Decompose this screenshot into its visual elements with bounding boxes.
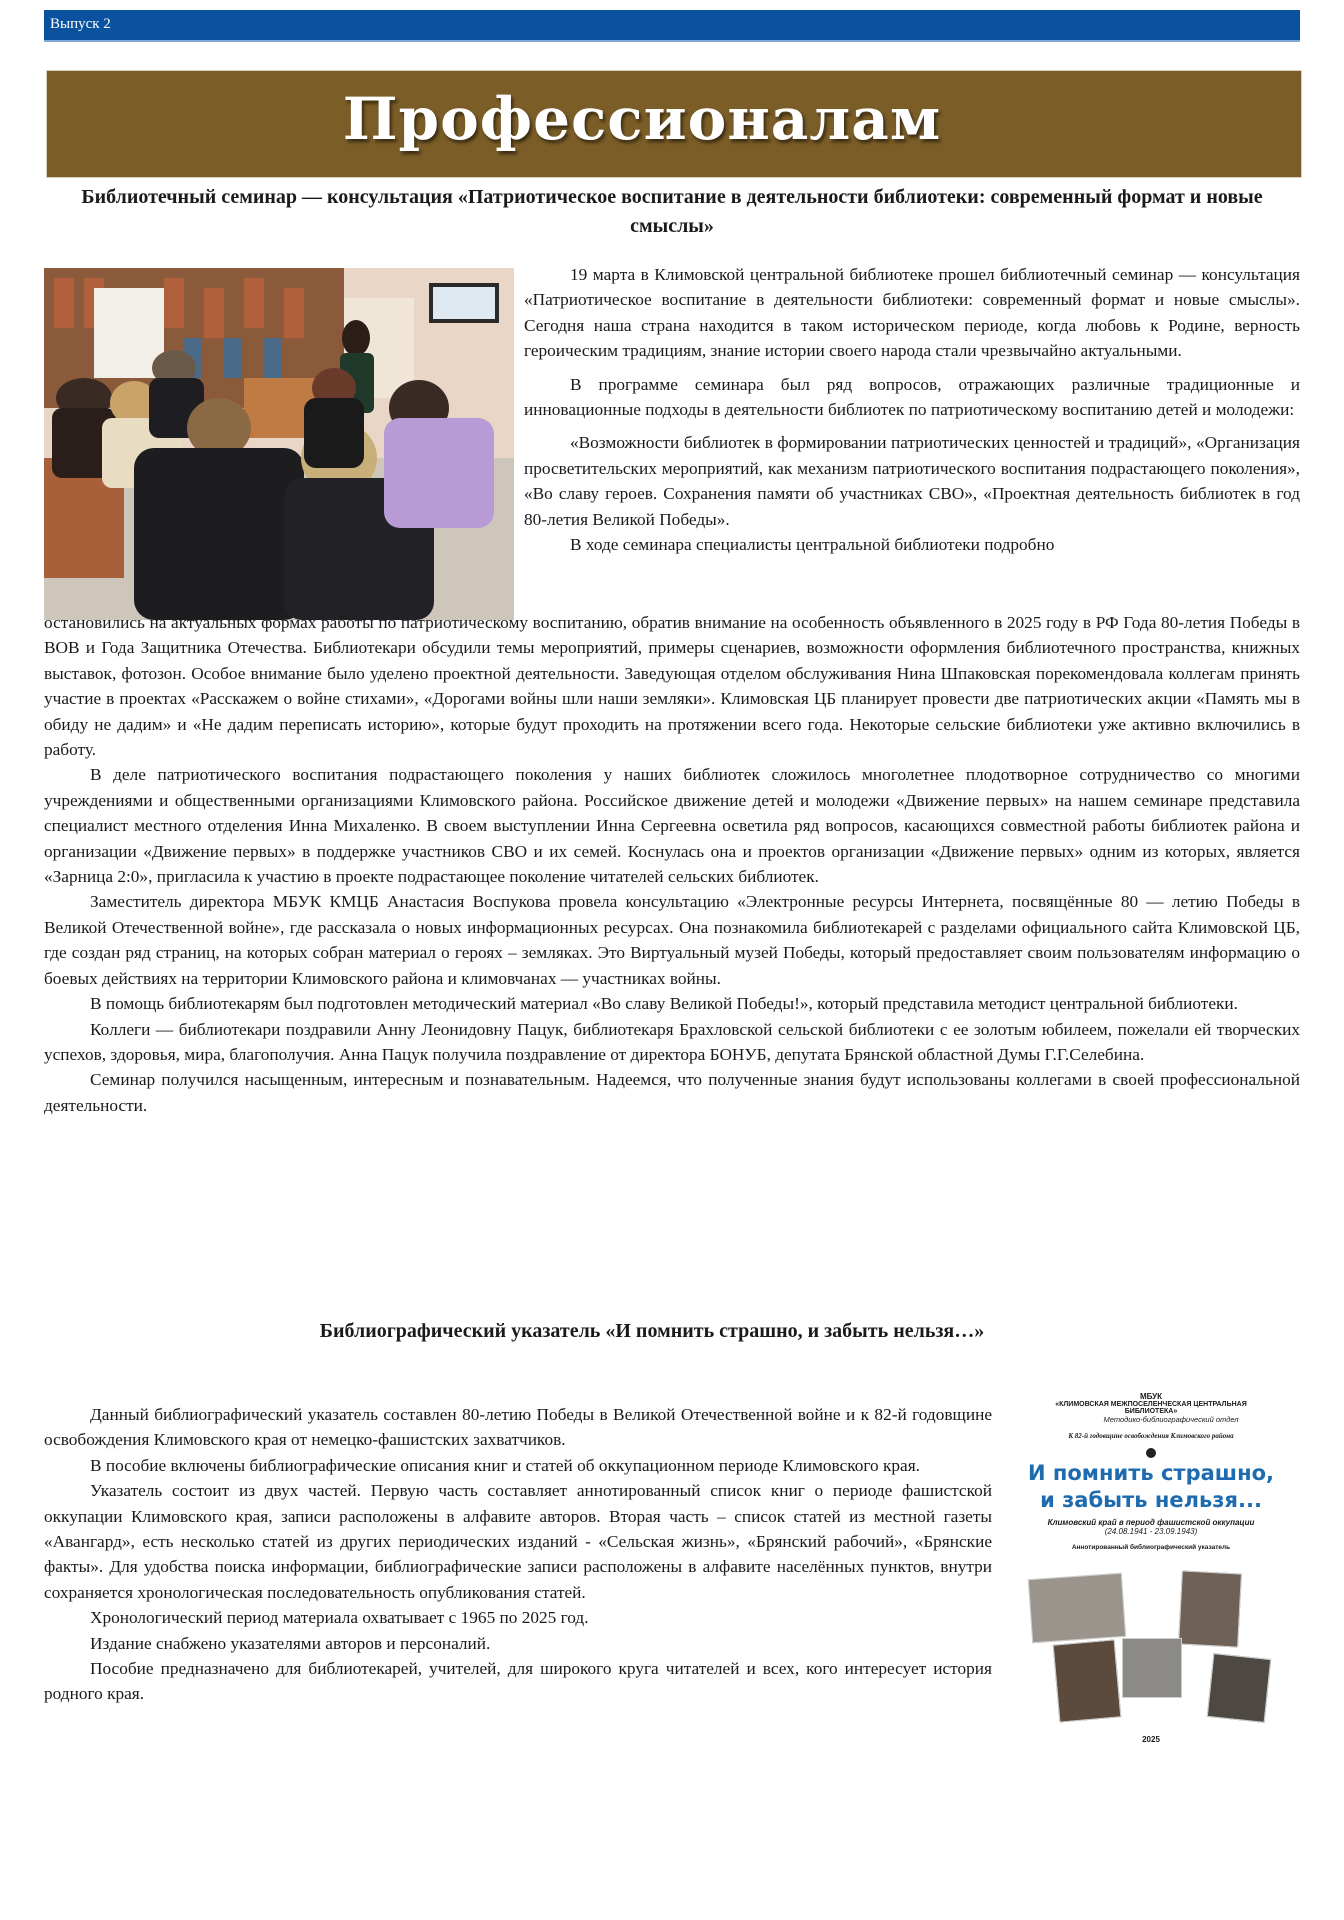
seminar-photo-illustration (44, 268, 514, 620)
article-paragraph: В помощь библиотекарям был подготовлен методический материал «Во славу Великой Победы!», который представила методист центральной библиотеки. (90, 994, 1238, 1014)
article-paragraph: остановились на актуальных формах работы по патриотическому воспитанию, обратив внимание на особенность объявленного в 2025 году в РФ Года 80-летия Победы в ВОВ и Года Защитника Отечества. Библиотекари обсудили темы мероприятий, примеры сценариев, возможности оформления библиотечного пространства, книжных выставок, фотозон. Особое внимание было уделено проектной деятельности. Заведующая отделом обслуживания Нина Шпаковская порекомендовала коллегам принять участие в проектах «Расскажем о войне стихами», «Дорогами войны шли наши земляки». Климовская ЦБ планирует провести две патриотических акции «Память мы в обиду не дадим» и «Не дадим переписать историю», которые будут проходить на протяжении всего года. Некоторые сельские библиотеки уже активно включились в работу. (44, 613, 1300, 760)
cover-org-name-2: БИБЛИОТЕКА» (1124, 1408, 1178, 1415)
cover-portrait (1028, 1573, 1126, 1643)
article-paragraph: 19 марта в Климовской центральной библиотеке прошел библиотечный семинар — консультация «Патриотическое воспитание в деятельности библиотеки: современный формат и новые смыслы». Сегодня наша страна находится в таком историческом периоде, когда любовь к Родине, верность героическим традициям, знание истории своего народа стали чрезвычайно актуальными. (524, 265, 1300, 361)
cover-org: МБУК (1139, 1392, 1163, 1401)
cover-monument-photo (1122, 1638, 1182, 1698)
cover-year: 2025 (1142, 1735, 1160, 1744)
article2-paragraph: Данный библиографический указатель составлен 80-летию Победы в Великой Отечественной войне и к 82-й годовщине освобождения Климовского края от немецко-фашистских захватчиков. (44, 1405, 992, 1450)
section-banner (46, 70, 1302, 178)
issue-label: Выпуск 2 (50, 16, 111, 32)
cover-portrait (1053, 1639, 1122, 1722)
article-paragraph: Коллеги — библиотекари поздравили Анну Леонидовну Пацук, библиотекаря Брахловской сельской библиотеки с ее золотым юбилеем, пожелали ей творческих успехов, здоровья, мира, благополучия. Анна Пацук получила поздравление от директора БОНУБ, депутата Брянской областной Думы Г.Г.Селебина. (44, 1019, 1300, 1064)
article-paragraph: Семинар получился насыщенным, интересным и познавательным. Надеемся, что полученные знания будут использованы коллегами в своей профессиональной деятельности. (44, 1070, 1300, 1115)
cover-dates: (24.08.1941 - 23.09.1943) (1104, 1527, 1198, 1536)
article-paragraph: Заместитель директора МБУК КМЦБ Анастасия Воспукова провела консультацию «Электронные ресурсы Интернета, посвящённые 80 — летию Победы в Великой Отечественной войне», где рассказала о новых информационных ресурсах. Она познакомила библиотекарей с разделами официального сайта Климовской ЦБ, где создан ряд страниц, на которых собран материал о героях – земляках. Это Виртуальный музей Победы, который предоставляет своим пользователям информацию о боевых действиях на территории Климовского района и климовчанах — участниках войны. (44, 892, 1300, 988)
cover-portrait (1178, 1570, 1242, 1647)
cover-org-name: «КЛИМОВСКАЯ МЕЖПОСЕЛЕНЧЕСКАЯ ЦЕНТРАЛЬНАЯ (1055, 1401, 1247, 1408)
ribbon-emblem-icon (1146, 1448, 1156, 1458)
article2-paragraph: Пособие предназначено для библиотекарей, учителей, для широкого круга читателей и всех, кого интересует история родного края. (44, 1659, 992, 1704)
article-body (44, 610, 1300, 1118)
article-paragraph: В программе семинара был ряд вопросов, отражающих различные традиционные и инновационные подходы в деятельности библиотек по патриотическому воспитанию детей и молодежи: (524, 374, 1300, 420)
article2-paragraph: В пособие включены библиографические описания книг и статей об оккупационном периоде Климовского края. (90, 1455, 920, 1475)
article2-paragraph: Хронологический период материала охватывает с 1965 по 2025 год. (90, 1608, 589, 1628)
article-intro-column (524, 262, 1300, 557)
article-paragraph: В деле патриотического воспитания подрастающего поколения у наших библиотек сложилось многолетнее плодотворное сотрудничество со многими учреждениями и общественными организациями Климовского района. Российское движение детей и молодежи «Движение первых» на нашем семинаре представила специалист местного отделения Инна Михаленко. В своем выступлении Инна Сергеевна осветила ряд вопросов, касающихся совместной работы библиотек района и организации «Движение первых» в поддержке участников СВО и их семей. Коснулась она и проектов организации «Движение первых» одним из которых, является «Зарница 2:0», пригласила к участию в проекте подрастающее поколение читателей сельских библиотек. (44, 765, 1300, 887)
issue-header-bar (44, 10, 1300, 42)
cover-portrait (1207, 1653, 1271, 1723)
cover-subtitle: Климовский край в период фашистской оккупации (1047, 1518, 1255, 1527)
article2-title: Библиографический указатель «И помнить страшно, и забыть нельзя…» (319, 1320, 985, 1342)
book-cover (1012, 1376, 1290, 1786)
article-paragraph: «Возможности библиотек в формировании патриотических ценностей и традиций», «Организация просветительских мероприятий, как механизм патриотического воспитания подрастающего поколения», «Во славу героев. Сохранения памяти об участниках СВО», «Проектная деятельность библиотек в год 80-летия Великой Победы». (524, 433, 1300, 529)
cover-department: Методико-библиографический отдел (1103, 1415, 1239, 1424)
article-title: Библиотечный семинар — консультация «Патриотическое воспитание в деятельности библиотеки: современный формат и новые смыслы» (81, 186, 1263, 237)
cover-type: Аннотированный библиографический указатель (1071, 1544, 1231, 1551)
cover-dedication: К 82-й годовщине освобождения Климовского района (1068, 1432, 1234, 1440)
article2-paragraph: Указатель состоит из двух частей. Первую часть составляет аннотированный список книг о периоде фашистской оккупации Климовского края, записи расположены в алфавите авторов. Вторая часть – список статей из местной газеты «Авангард», есть несколько статей из других периодических изданий - «Сельская жизнь», «Брянский рабочий», «Брянские факты». Для удобства поиска информации, библиографические записи расположены в алфавите населённых пунктов, внутри сохраняется хронологическая последовательность опубликования статей. (44, 1481, 992, 1602)
article-paragraph-start: В ходе семинара специалисты центральной библиотеки подробно (570, 535, 1055, 555)
section-title: Профессионалам (342, 85, 942, 153)
cover-title-line2: и забыть нельзя... (1040, 1488, 1262, 1512)
article2-paragraph: Издание снабжено указателями авторов и персоналий. (90, 1633, 491, 1653)
seminar-photo (44, 268, 514, 620)
article2-body (44, 1402, 992, 1707)
cover-title-line1: И помнить страшно, (1027, 1461, 1274, 1485)
